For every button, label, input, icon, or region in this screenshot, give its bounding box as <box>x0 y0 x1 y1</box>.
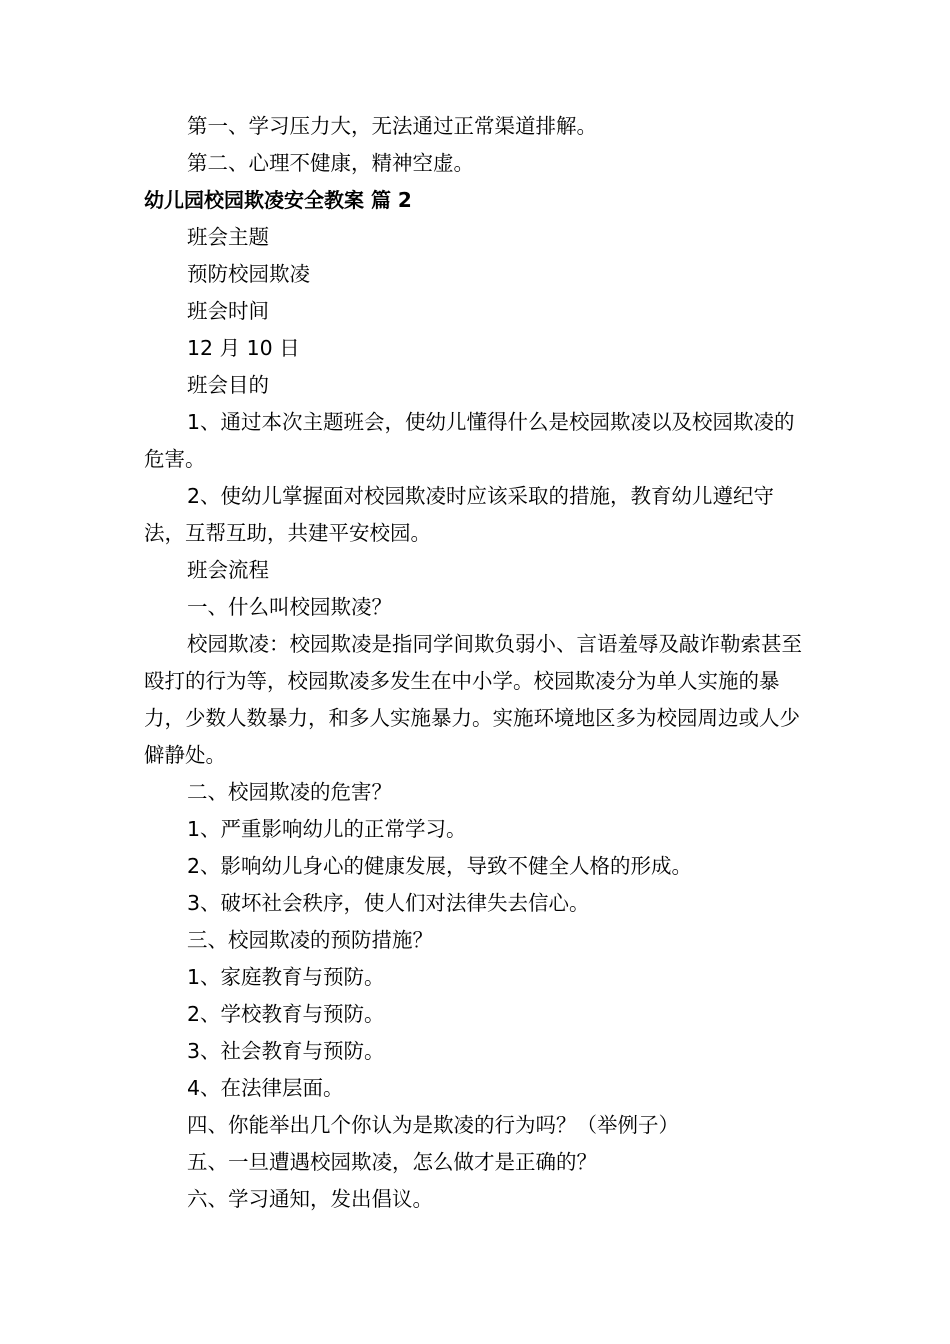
harm-item-1: 1、严重影响幼儿的正常学习。 <box>187 817 467 841</box>
paragraph-reason-2: 第二、心理不健康，精神空虚。 <box>187 151 474 175</box>
label-purpose: 班会目的 <box>187 373 269 397</box>
label-time: 班会时间 <box>187 299 269 323</box>
harm-item-3: 3、破坏社会秩序，使人们对法律失去信心。 <box>187 891 590 915</box>
prevention-item-3: 3、社会教育与预防。 <box>187 1039 385 1063</box>
prevention-item-2: 2、学校教育与预防。 <box>187 1002 385 1026</box>
value-theme: 预防校园欺凌 <box>187 262 310 286</box>
definition-paragraph: 校园欺凌：校园欺凌是指同学间欺负弱小、言语羞辱及敲诈勒索甚至殴打的行为等，校园欺凌多发生在中小学。校园欺凌分为单人实施的暴力，少数人数暴力，和多人实施暴力。实施环境地区多为校园周边或人少僻静处。 <box>144 632 802 767</box>
harm-item-2: 2、影响幼儿身心的健康发展，导致不健全人格的形成。 <box>187 854 693 878</box>
prevention-item-4: 4、在法律层面。 <box>187 1076 344 1100</box>
document-body <box>144 108 808 1218</box>
process-question-4: 四、你能举出几个你认为是欺凌的行为吗？（举例子） <box>187 1113 679 1137</box>
process-question-5: 五、一旦遭遇校园欺凌，怎么做才是正确的？ <box>187 1150 597 1174</box>
section-heading: 幼儿园校园欺凌安全教案 篇 2 <box>144 188 412 212</box>
label-theme: 班会主题 <box>187 225 269 249</box>
purpose-item-1: 1、通过本次主题班会，使幼儿懂得什么是校园欺凌以及校园欺凌的危害。 <box>144 410 795 471</box>
process-question-1: 一、什么叫校园欺凌？ <box>187 595 392 619</box>
paragraph-reason-1: 第一、学习压力大，无法通过正常渠道排解。 <box>187 114 597 138</box>
process-question-6: 六、学习通知，发出倡议。 <box>187 1187 433 1211</box>
label-process: 班会流程 <box>187 558 269 582</box>
process-question-3: 三、校园欺凌的预防措施？ <box>187 928 433 952</box>
value-time: 12 月 10 日 <box>187 336 300 360</box>
process-question-2: 二、校园欺凌的危害？ <box>187 780 392 804</box>
prevention-item-1: 1、家庭教育与预防。 <box>187 965 385 989</box>
purpose-item-2: 2、使幼儿掌握面对校园欺凌时应该采取的措施，教育幼儿遵纪守法，互帮互助，共建平安校园。 <box>144 484 775 545</box>
